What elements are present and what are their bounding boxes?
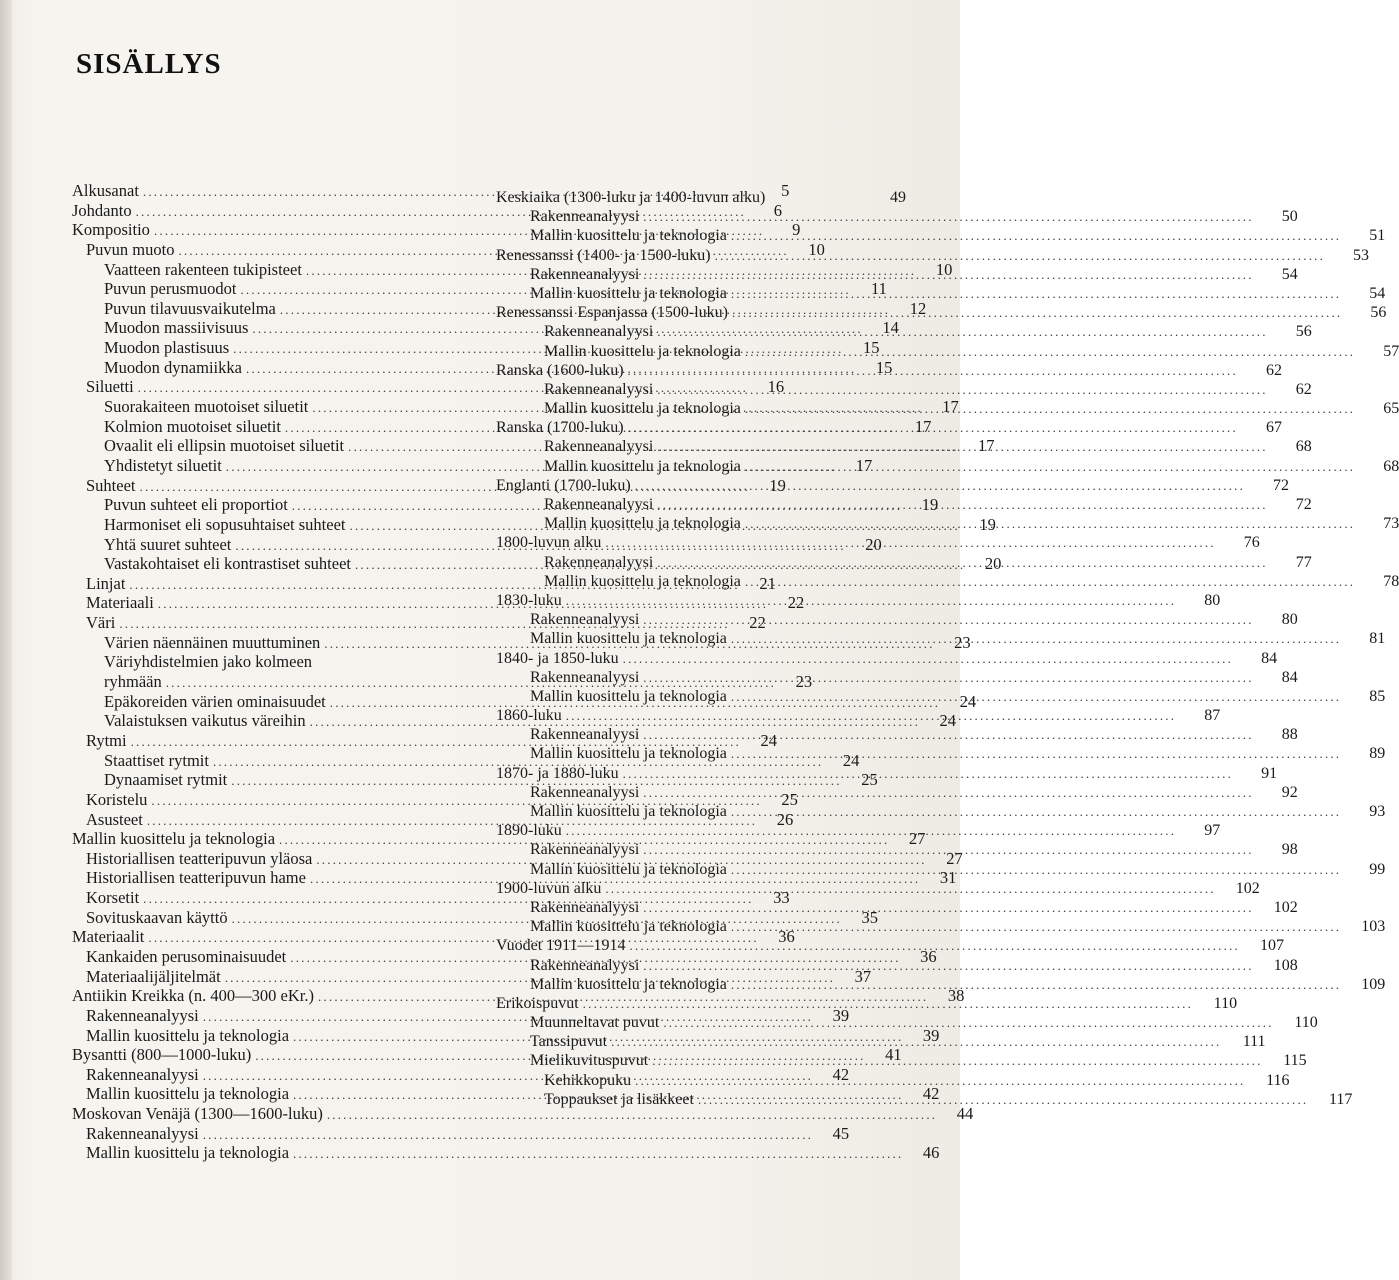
toc-entry-title: 1860-luku — [496, 707, 562, 725]
toc-entry-title: Värien näennäinen muuttuminen — [104, 632, 321, 652]
toc-entry — [492, 1071, 1290, 1090]
toc-page-number: 88 — [1281, 726, 1298, 744]
toc-entry — [492, 591, 1221, 610]
toc-page-number: 91 — [1261, 764, 1278, 782]
dot-leader — [663, 1013, 1273, 1032]
toc-page-number: 25 — [861, 770, 878, 790]
toc-page-number: 12 — [909, 298, 927, 318]
toc-page-number: 92 — [1281, 783, 1298, 801]
toc-page-number: 16 — [767, 377, 785, 397]
dot-leader — [731, 860, 1341, 879]
toc-entry-title: Alkusanat — [72, 181, 139, 200]
dot-leader — [628, 361, 1238, 380]
toc-entry — [492, 1013, 1318, 1032]
toc-entry-title: Englanti (1700-luku) — [496, 476, 631, 494]
toc-entry — [492, 188, 906, 207]
toc-page-number: 67 — [1265, 419, 1282, 437]
toc-page-number: 38 — [947, 986, 965, 1006]
toc-page-number: 56 — [1295, 323, 1312, 341]
toc-page-number: 103 — [1361, 918, 1386, 936]
book-spine-shadow — [0, 0, 12, 1280]
toc-page-number: 54 — [1369, 284, 1386, 302]
toc-page-number: 24 — [842, 750, 860, 770]
dot-leader — [643, 956, 1253, 975]
toc-page-number: 68 — [1295, 438, 1312, 456]
toc-entry — [492, 610, 1298, 629]
toc-page-number: 110 — [1294, 1014, 1318, 1032]
toc-page-number: 15 — [863, 338, 880, 358]
toc-page-number: 10 — [808, 239, 825, 259]
toc-page-number: 109 — [1361, 975, 1386, 993]
dot-leader — [731, 226, 1341, 245]
toc-entry — [492, 936, 1284, 955]
toc-entry-title: Yhdistetyt siluetit — [104, 455, 222, 475]
toc-page-number: 84 — [1281, 668, 1298, 686]
toc-page-number: 49 — [890, 189, 906, 206]
toc-entry-title: Mallin kuosittelu ja teknologia — [530, 803, 727, 820]
toc-page-number: 72 — [1273, 476, 1290, 494]
toc-entry — [492, 322, 1312, 341]
toc-entry — [492, 649, 1278, 668]
dot-leader — [731, 687, 1341, 706]
toc-page-number: 31 — [939, 868, 957, 888]
dot-leader — [630, 936, 1240, 955]
toc-page-number: 62 — [1265, 361, 1282, 379]
toc-entry — [492, 342, 1399, 361]
toc-page-number: 84 — [1261, 649, 1278, 667]
toc-page-number: 117 — [1328, 1090, 1353, 1108]
dot-leader — [628, 418, 1238, 437]
toc-entry-title: Muodon dynamiikka — [104, 357, 242, 377]
dot-leader — [635, 476, 1245, 495]
toc-page-number: 42 — [832, 1064, 850, 1084]
dot-leader — [605, 533, 1215, 552]
toc-page-number: 108 — [1273, 956, 1298, 974]
toc-entry — [50, 1143, 940, 1163]
dot-leader — [566, 821, 1176, 840]
toc-entry — [492, 361, 1282, 380]
toc-entry-title: Puvun perusmuodot — [104, 279, 237, 299]
toc-entry-title: 1890-luku — [496, 822, 562, 840]
dot-leader — [643, 610, 1253, 629]
toc-entry — [492, 725, 1298, 744]
toc-page-number: 39 — [832, 1005, 850, 1025]
toc-page-number: 23 — [795, 672, 813, 692]
toc-entry-title: Mielikuvituspuvut — [530, 1052, 649, 1070]
toc-page-number: 93 — [1369, 803, 1386, 820]
toc-entry — [492, 207, 1298, 226]
toc-entry-title: Puvun suhteet eli proportiot — [104, 495, 288, 515]
toc-entry-title: Kolmion muotoiset siluetit — [104, 416, 281, 436]
toc-entry-title: Siluetti — [86, 377, 134, 397]
toc-entry-title: Mallin kuosittelu ja teknologia — [530, 284, 727, 302]
toc-entry-title: Korsetit — [86, 888, 140, 908]
toc-entry-title: Rakenneanalyysi — [86, 1123, 199, 1143]
toc-page-number: 102 — [1273, 898, 1298, 916]
toc-entry-title: Vastakohtaiset eli kontrastiset suhteet — [104, 554, 351, 574]
toc-page-number: 56 — [1370, 304, 1387, 322]
toc-entry-title: Rakenneanalyysi — [544, 496, 654, 513]
toc-entry-title: Erikoispuvut — [496, 994, 579, 1012]
toc-page-number: 33 — [773, 888, 790, 908]
dot-leader — [652, 1051, 1262, 1070]
toc-page-number: 111 — [1242, 1033, 1266, 1051]
dot-leader — [643, 725, 1253, 744]
toc-entry — [492, 802, 1386, 821]
toc-page-number: 19 — [979, 514, 996, 534]
dot-leader — [605, 879, 1215, 898]
toc-entry-title: Mallin kuosittelu ja teknologia — [86, 1084, 290, 1104]
toc-page-number: 45 — [832, 1123, 850, 1143]
toc-page-number: 89 — [1369, 745, 1386, 763]
dot-leader — [623, 649, 1233, 668]
toc-entry — [492, 457, 1399, 476]
toc-entry-title: Suorakaiteen muotoiset siluetit — [104, 397, 309, 417]
toc-entry — [492, 879, 1260, 898]
dot-leader — [745, 572, 1355, 591]
toc-page-number: 36 — [778, 927, 795, 947]
toc-entry-title: Mallin kuosittelu ja teknologia — [530, 227, 727, 245]
toc-entry-title: Mallin kuosittelu ja teknologia — [544, 342, 741, 360]
toc-entry — [492, 533, 1260, 552]
toc-entry-title: Mallin kuosittelu ja teknologia — [544, 400, 741, 418]
toc-entry — [492, 418, 1282, 437]
dot-leader — [745, 514, 1355, 533]
toc-entry-title: Historiallisen teatteripuvun yläosa — [86, 848, 313, 868]
dot-leader — [643, 207, 1253, 226]
toc-entry-title: Mallin kuosittelu ja teknologia — [544, 457, 741, 475]
toc-entry-title: Rakenneanalyysi — [530, 898, 640, 916]
toc-entry-title: 1800-luvun alku — [496, 534, 602, 552]
toc-page-number: 62 — [1295, 380, 1312, 398]
toc-entry — [492, 226, 1386, 245]
toc-entry-title: Bysantti (800—1000-luku) — [72, 1045, 252, 1065]
dot-leader — [731, 802, 1341, 821]
toc-entry-title: Mallin kuosittelu ja teknologia — [530, 918, 727, 936]
toc-page-number: 85 — [1369, 687, 1386, 705]
toc-entry-title: Mallin kuosittelu ja teknologia — [544, 515, 741, 533]
toc-entry-title: Kompositio — [72, 220, 150, 240]
toc-entry-title: Rakenneanalyysi — [544, 438, 654, 456]
toc-entry — [492, 975, 1386, 994]
dot-leader — [657, 437, 1267, 456]
toc-entry-title: Mallin kuosittelu ja teknologia — [86, 1025, 290, 1045]
toc-entry-title: Moskovan Venäjä (1300—1600-luku) — [72, 1104, 323, 1124]
toc-page-number: 73 — [1383, 515, 1399, 533]
toc-entry — [492, 246, 1370, 265]
toc-entry-title: Harmoniset eli sopusuhtaiset suhteet — [104, 514, 346, 534]
toc-entry-title: Renessanssi (1400- ja 1500-luku) — [496, 246, 711, 264]
toc-page-number: 17 — [942, 397, 959, 417]
toc-page-number: 24 — [939, 711, 957, 731]
toc-entry-title: Puvun tilavuusvaikutelma — [104, 298, 276, 318]
toc-page-number: 44 — [956, 1104, 974, 1124]
dot-leader — [745, 399, 1355, 418]
toc-page-number: 41 — [885, 1045, 902, 1065]
dot-leader — [583, 994, 1193, 1013]
dot-leader — [643, 265, 1253, 284]
toc-entry-title: Renessanssi Espanjassa (1500-luku) — [496, 304, 728, 322]
toc-page-number: 97 — [1204, 822, 1221, 840]
toc-entry-title: Väriyhdistelmien jako kolmeen — [104, 652, 313, 672]
toc-page-number: 20 — [865, 534, 882, 554]
dot-leader — [566, 591, 1176, 610]
toc-entry-title: Muodon plastisuus — [104, 338, 230, 358]
toc-page-number: 21 — [759, 573, 776, 593]
toc-page-number: 53 — [1353, 246, 1370, 264]
toc-page-number: 25 — [781, 789, 798, 809]
toc-entry-title: Epäkoreiden värien ominaisuudet — [104, 691, 326, 711]
toc-entry-title: Mallin kuosittelu ja teknologia — [544, 572, 741, 590]
toc-entry-title: Valaistuksen vaikutus väreihin — [104, 711, 306, 731]
dot-leader — [293, 1144, 903, 1164]
toc-page-number: 87 — [1204, 707, 1221, 725]
toc-entry-title: Rakenneanalyysi — [530, 841, 640, 859]
toc-entry-title: Staattiset rytmit — [104, 750, 209, 770]
toc-page-number: 42 — [922, 1084, 940, 1104]
toc-page-number: 23 — [954, 632, 971, 652]
dot-leader — [745, 457, 1355, 476]
toc-page-number: 15 — [875, 357, 893, 377]
toc-entry-title: Vuodet 1911—1914 — [496, 937, 626, 955]
toc-page-number: 36 — [920, 946, 937, 966]
toc-page-number: 14 — [882, 318, 899, 338]
toc-page-number: 51 — [1369, 227, 1386, 245]
toc-page-number: 10 — [935, 259, 953, 279]
toc-page-number: 50 — [1281, 208, 1298, 226]
dot-leader — [731, 744, 1341, 763]
toc-entry-title: Rakenneanalyysi — [530, 265, 640, 283]
toc-entry — [492, 1051, 1307, 1070]
dot-leader — [698, 1090, 1308, 1109]
dot-leader — [611, 1032, 1221, 1051]
toc-entry-title: 1900-luvun alku — [496, 879, 602, 897]
toc-entry-title: Materiaalijäljitelmät — [86, 966, 221, 986]
dot-leader — [715, 246, 1325, 265]
dot-leader — [657, 322, 1267, 341]
dot-leader — [566, 706, 1176, 725]
toc-page-number: 6 — [773, 200, 782, 220]
dot-leader — [745, 342, 1355, 361]
toc-page-number: 24 — [760, 730, 778, 750]
toc-entry-title: Linjat — [86, 573, 126, 593]
toc-page-number: 27 — [946, 848, 963, 868]
toc-entry — [50, 652, 456, 672]
toc-page-number: 9 — [792, 220, 801, 240]
toc-entry — [50, 1123, 850, 1144]
toc-entry — [492, 284, 1386, 303]
toc-entry-title: Toppaukset ja lisäkkeet — [544, 1090, 694, 1108]
toc-entry — [492, 668, 1298, 687]
toc-page-number: 76 — [1243, 534, 1260, 552]
toc-page-number: 99 — [1369, 860, 1386, 878]
toc-entry-title: Ovaalit eli ellipsin muotoiset siluetit — [104, 436, 345, 456]
toc-entry-title: Historiallisen teatteripuvun hame — [86, 868, 306, 888]
dot-leader — [643, 668, 1253, 687]
toc-entry-title: Tanssipuvut — [530, 1033, 608, 1051]
dot-leader — [657, 380, 1267, 399]
toc-entry — [492, 898, 1298, 917]
dot-leader — [643, 840, 1253, 859]
toc-page-number: 24 — [959, 691, 977, 711]
toc-entry-title: Rakenneanalyysi — [530, 611, 640, 629]
toc-page-number: 57 — [1383, 342, 1399, 360]
toc-page-number: 65 — [1383, 400, 1399, 418]
toc-entry-title: Mallin kuosittelu ja teknologia — [530, 975, 727, 993]
toc-entry — [492, 476, 1290, 495]
toc-entry-title: Koristelu — [86, 789, 148, 809]
toc-page-number: 107 — [1259, 937, 1284, 955]
toc-page-number: 5 — [781, 181, 790, 200]
toc-entry — [492, 572, 1399, 591]
toc-entry-title: Väri — [86, 613, 116, 633]
toc-entry-title: Rakenneanalyysi — [86, 1005, 199, 1025]
dot-leader — [643, 783, 1253, 802]
toc-page-number: 35 — [861, 907, 879, 927]
toc-page-number: 37 — [854, 966, 872, 986]
toc-entry-title: Asusteet — [86, 809, 143, 829]
dot-leader — [623, 764, 1233, 783]
toc-page-number: 27 — [908, 829, 926, 849]
toc-page-number: 102 — [1235, 879, 1260, 897]
toc-entry-title: Rakenneanalyysi — [544, 380, 654, 398]
toc-entry-title: Rakenneanalyysi — [530, 668, 640, 686]
toc-entry — [492, 783, 1298, 802]
toc-entry — [492, 744, 1386, 763]
toc-entry-title: Rakenneanalyysi — [530, 956, 640, 974]
toc-entry-title: Puvun muoto — [86, 239, 175, 259]
toc-page-number: 72 — [1295, 496, 1312, 513]
toc-entry-title: Ranska (1700-luku) — [496, 419, 624, 437]
toc-entry-title: Mallin kuosittelu ja teknologia — [530, 687, 727, 705]
toc-page-number: 20 — [984, 554, 1002, 574]
toc-entry-title: ryhmään — [104, 672, 162, 692]
toc-entry-title: Mallin kuosittelu ja teknologia — [530, 630, 727, 648]
dot-leader — [731, 975, 1341, 994]
toc-page-number: 22 — [787, 593, 805, 613]
toc-page-number: 68 — [1383, 457, 1399, 475]
toc-entry-title: 1830-luku — [496, 591, 562, 609]
toc-entry-title: Ranska (1600-luku) — [496, 361, 624, 379]
toc-entry-title: Mallin kuosittelu ja teknologia — [86, 1143, 290, 1163]
toc-page-number: 77 — [1295, 553, 1312, 571]
toc-entry-title: Suhteet — [86, 475, 136, 495]
toc-page-number: 81 — [1369, 630, 1386, 648]
toc-entry-title: Dynaamiset rytmit — [104, 770, 228, 790]
toc-entry-title: Johdanto — [72, 200, 132, 220]
toc-page-number: 116 — [1266, 1071, 1290, 1089]
dot-leader — [731, 917, 1341, 936]
toc-page-number: 80 — [1204, 591, 1221, 609]
toc-entry-title: Mallin kuosittelu ja teknologia — [72, 829, 276, 849]
dot-leader — [635, 1071, 1245, 1090]
toc-page-number: 26 — [776, 809, 794, 829]
toc-page-number: 39 — [922, 1025, 940, 1045]
toc-entry-title: 1840- ja 1850-luku — [496, 649, 619, 667]
toc-entry-title: Sovituskaavan käyttö — [86, 907, 228, 927]
toc-page-number: 19 — [921, 495, 939, 515]
dot-leader — [203, 1125, 813, 1145]
toc-page-number: 115 — [1283, 1052, 1307, 1070]
toc-entry-title: Vaatteen rakenteen tukipisteet — [104, 259, 302, 279]
toc-page-number: 98 — [1281, 841, 1298, 859]
toc-page-number: 46 — [922, 1143, 940, 1163]
toc-entry-title: Rakenneanalyysi — [86, 1064, 199, 1084]
toc-entry — [50, 1104, 974, 1124]
page-title: SISÄLLYS — [76, 48, 222, 80]
toc-page-number: 17 — [855, 455, 873, 475]
toc-entry-title: Materiaalit — [72, 927, 145, 947]
toc-entry-title: Muunneltavat puvut — [530, 1014, 660, 1032]
toc-entry-title: Rakenneanalyysi — [530, 726, 640, 744]
toc-page-number: 54 — [1281, 265, 1298, 283]
toc-page-number: 110 — [1213, 994, 1238, 1012]
toc-entry-title: Rakenneanalyysi — [530, 208, 640, 226]
dot-leader — [731, 629, 1341, 648]
toc-entry-title: Rytmi — [86, 730, 127, 750]
toc-entry-title: Materiaali — [86, 593, 154, 613]
toc-entry-title: Muodon massiivisuus — [104, 318, 249, 338]
toc-page-number: 17 — [914, 416, 932, 436]
toc-entry-title: Rakenneanalyysi — [544, 323, 654, 341]
toc-page-number: 19 — [769, 475, 786, 495]
toc-entry-title: Rakenneanalyysi — [544, 553, 654, 571]
toc-page-number: 80 — [1281, 611, 1298, 629]
dot-leader — [657, 553, 1267, 572]
toc-page-number: 22 — [749, 613, 766, 633]
toc-entry-title: Yhtä suuret suhteet — [104, 534, 232, 554]
toc-entry — [492, 764, 1278, 783]
toc-page-number: 17 — [978, 436, 995, 456]
dot-leader — [657, 495, 1267, 514]
dot-leader — [643, 898, 1253, 917]
toc-entry-title: Keskiaika (1300-luku ja 1400-luvun alku) — [496, 189, 766, 206]
toc-entry-title: Mallin kuosittelu ja teknologia — [530, 860, 727, 878]
toc-entry-title: Antiikin Kreikka (n. 400—300 eKr.) — [72, 986, 314, 1006]
toc-page-number: 78 — [1383, 572, 1399, 590]
toc-entry — [492, 380, 1312, 399]
toc-entry-title: 1870- ja 1880-luku — [496, 764, 619, 782]
dot-leader — [732, 303, 1342, 322]
dot-leader — [731, 284, 1341, 303]
toc-entry — [492, 917, 1386, 936]
toc-page-number: 11 — [870, 279, 887, 299]
toc-entry-title: Rakenneanalyysi — [530, 783, 640, 801]
toc-entry-title: Mallin kuosittelu ja teknologia — [530, 745, 727, 763]
toc-entry-title: Kankaiden perusominaisuudet — [86, 946, 287, 966]
toc-entry-title: Kehikkopuku — [544, 1071, 632, 1089]
